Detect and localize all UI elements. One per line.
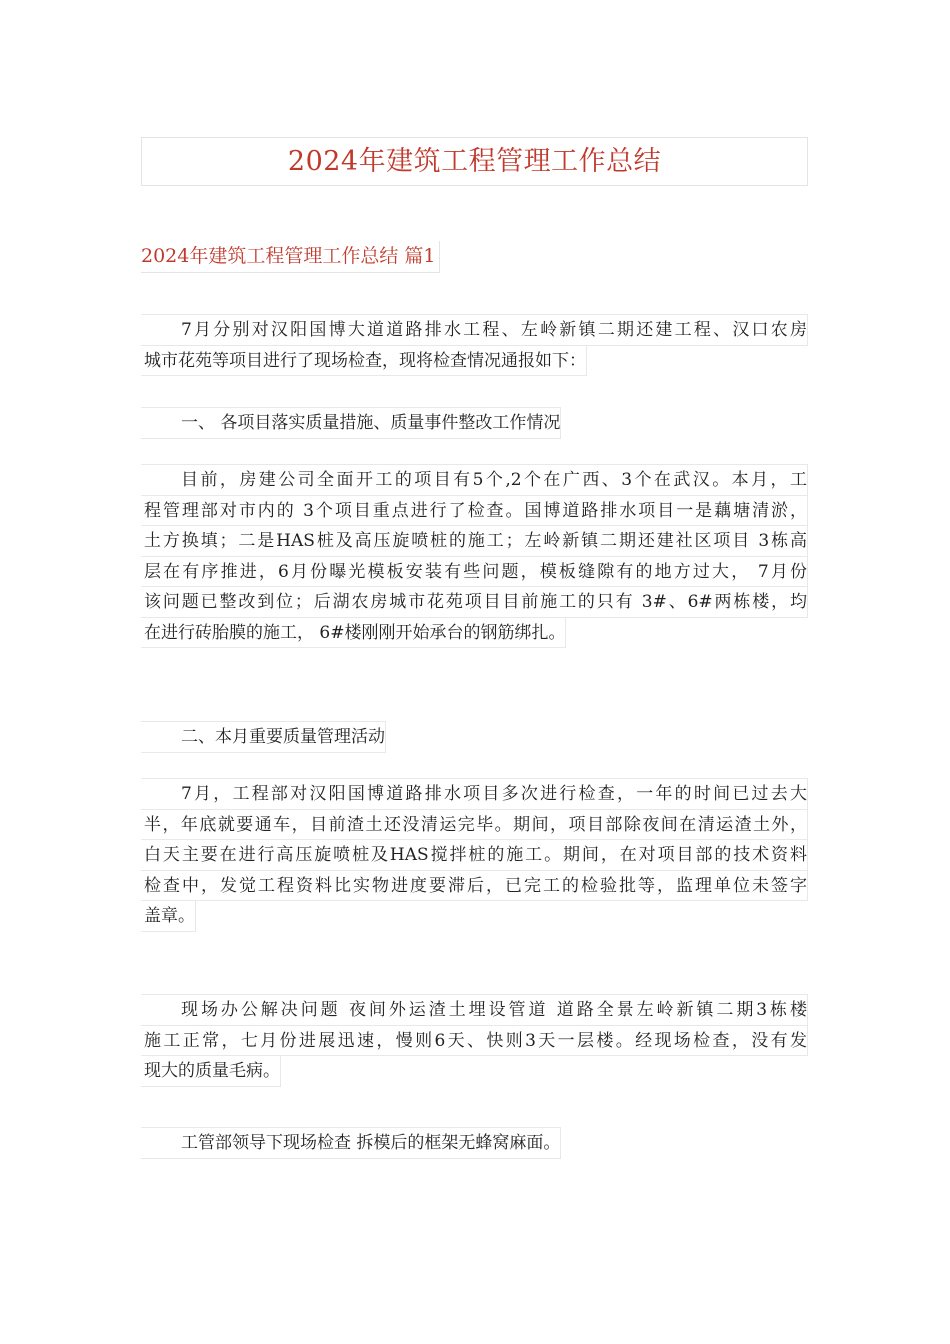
paragraph-line: 施工正常，七月份进展迅速，慢则6天、快则3天一层楼。经现场检查，没有发 (141, 1025, 808, 1057)
paragraph-intro (141, 315, 808, 376)
paragraph-line: 工管部领导下现场检查 拆模后的框架无蜂窝麻面。 (141, 1127, 561, 1159)
paragraph-line: 半，年底就要通车，目前渣土还没清运完毕。期间，项目部除夜间在清运渣土外， (141, 809, 808, 841)
paragraph-line: 土方换填；二是HAS桩及高压旋喷桩的施工；左岭新镇二期还建社区项目 3栋高 (141, 525, 808, 557)
heading-line: 一、 各项目落实质量措施、质量事件整改工作情况 (141, 407, 561, 439)
paragraph-line: 白天主要在进行高压旋喷桩及HAS搅拌桩的施工。期间，在对项目部的技术资料 (141, 839, 808, 871)
title-box (141, 137, 808, 186)
paragraph-guobo (141, 779, 808, 932)
section-heading: 2024年建筑工程管理工作总结 篇1 (141, 245, 436, 267)
paragraph-line: 城市花苑等项目进行了现场检查，现将检查情况通报如下： (141, 345, 587, 377)
heading-one (141, 408, 808, 439)
paragraph-line: 程管理部对市内的 3个项目重点进行了检查。国博道路排水项目一是藕塘清淤， (141, 495, 808, 527)
paragraph-line: 层在有序推进，6月份曝光模板安装有些问题，模板缝隙有的地方过大， 7月份 (141, 556, 808, 588)
heading-line: 二、本月重要质量管理活动 (141, 721, 386, 753)
paragraph-line: 现场办公解决问题 夜间外运渣土埋设管道 道路全景左岭新镇二期3栋楼 (141, 994, 808, 1026)
document-title: 2024年建筑工程管理工作总结 (287, 146, 662, 177)
paragraph-line: 检查中，发觉工程资料比实物进度要滞后，已完工的检验批等，监理单位未签字 (141, 870, 808, 902)
paragraph-inspection (141, 1128, 808, 1159)
heading-two (141, 722, 808, 753)
paragraph-line: 该问题已整改到位；后湖农房城市花苑项目目前施工的只有 3#、6#两栋楼，均 (141, 586, 808, 618)
paragraph-projects (141, 465, 808, 648)
paragraph-line: 在进行砖胎膜的施工， 6#楼刚刚开始承台的钢筋绑扎。 (141, 617, 566, 649)
paragraph-line: 目前，房建公司全面开工的项目有5个,2个在广西、3个在武汉。本月，工 (141, 464, 808, 496)
paragraph-zuoling (141, 995, 808, 1087)
paragraph-line: 7月，工程部对汉阳国博道路排水项目多次进行检查，一年的时间已过去大 (141, 778, 808, 810)
section-heading-box (141, 241, 440, 273)
paragraph-line: 现大的质量毛病。 (141, 1055, 281, 1087)
paragraph-line: 7月分别对汉阳国博大道道路排水工程、左岭新镇二期还建工程、汉口农房 (141, 314, 808, 346)
paragraph-line: 盖章。 (141, 900, 196, 932)
